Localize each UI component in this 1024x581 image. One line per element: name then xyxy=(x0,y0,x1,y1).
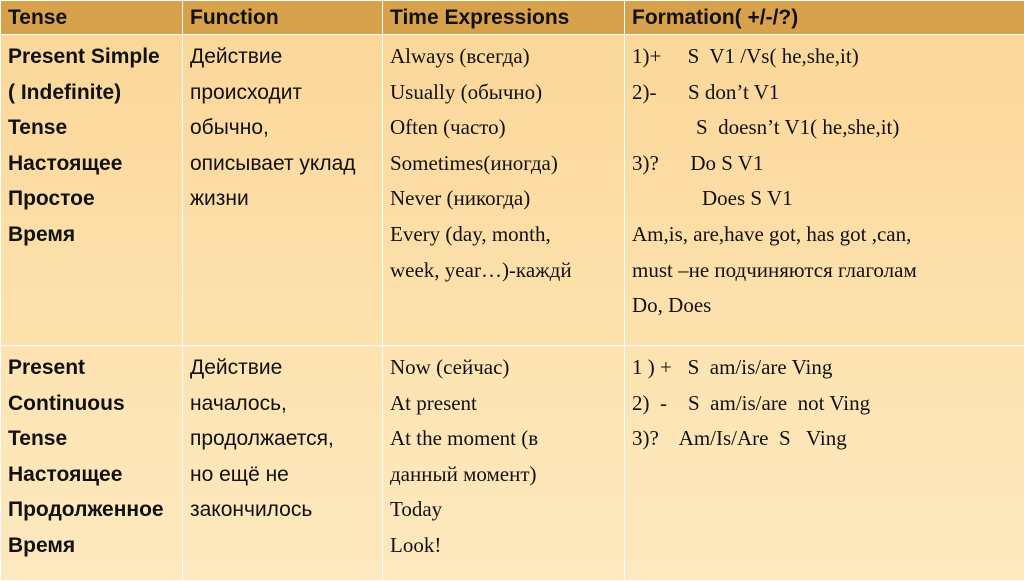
tense-line: Простое xyxy=(8,181,175,217)
time-expression: At present xyxy=(390,386,617,422)
formation-line: 1)+ S V1 /Vs( he,she,it) xyxy=(632,39,1017,75)
function-line: продолжается, xyxy=(190,421,375,457)
tense-line: Время xyxy=(8,528,175,564)
tense-line: Tense xyxy=(8,110,175,146)
formation-line: Do, Does xyxy=(632,288,1017,324)
formation-line: 1 ) + S am/is/are Ving xyxy=(632,350,1017,386)
formation-line: 2)- S don’t V1 xyxy=(632,75,1017,111)
tense-cell xyxy=(1,35,183,346)
time-expression: At the moment (в xyxy=(390,421,617,457)
function-line: описывает уклад xyxy=(190,146,375,182)
formation-line: S doesn’t V1( he,she,it) xyxy=(632,110,1017,146)
table-row-present-continuous xyxy=(1,346,1024,581)
formation-line: Does S V1 xyxy=(632,181,1017,217)
header-formation: Formation( +/-/?) xyxy=(625,1,1024,35)
header-time-expressions: Time Expressions xyxy=(383,1,625,35)
table-row-present-simple xyxy=(1,35,1024,346)
tense-line: Время xyxy=(8,217,175,253)
function-line: но ещё не xyxy=(190,457,375,493)
tense-cell xyxy=(1,346,183,581)
time-expression: Every (day, month, xyxy=(390,217,617,253)
tense-line: Tense xyxy=(8,421,175,457)
formation-line: 3)? Do S V1 xyxy=(632,146,1017,182)
function-cell xyxy=(183,35,383,346)
function-line: жизни xyxy=(190,181,375,217)
time-expressions-cell xyxy=(383,346,625,581)
tense-line: Continuous xyxy=(8,386,175,422)
time-expression: Now (сейчас) xyxy=(390,350,617,386)
header-function: Function xyxy=(183,1,383,35)
time-expression: данный момент) xyxy=(390,457,617,493)
time-expression: week, year…)-каждй xyxy=(390,253,617,289)
time-expression: Often (часто) xyxy=(390,110,617,146)
tense-line: Настоящее xyxy=(8,457,175,493)
tense-line: Present xyxy=(8,350,175,386)
time-expression: Look! xyxy=(390,528,617,564)
function-cell xyxy=(183,346,383,581)
formation-cell xyxy=(625,35,1024,346)
time-expression: Today xyxy=(390,492,617,528)
time-expression: Usually (обычно) xyxy=(390,75,617,111)
header-tense: Tense xyxy=(1,1,183,35)
time-expressions-cell xyxy=(383,35,625,346)
tense-line: ( Indefinite) xyxy=(8,75,175,111)
function-line: закончилось xyxy=(190,492,375,528)
function-line: Действие xyxy=(190,39,375,75)
function-line: происходит xyxy=(190,75,375,111)
tense-line: Настоящее xyxy=(8,146,175,182)
header-row xyxy=(1,1,1024,35)
function-line: Действие xyxy=(190,350,375,386)
formation-cell xyxy=(625,346,1024,581)
time-expression: Never (никогда) xyxy=(390,181,617,217)
formation-line: must –не подчиняются глаголам xyxy=(632,253,1017,289)
time-expression: Sometimes(иногда) xyxy=(390,146,617,182)
time-expression: Always (всегда) xyxy=(390,39,617,75)
tense-line: Продолженное xyxy=(8,492,175,528)
function-line: началось, xyxy=(190,386,375,422)
formation-line: 2) - S am/is/are not Ving xyxy=(632,386,1017,422)
formation-line: 3)? Am/Is/Are S Ving xyxy=(632,421,1017,457)
tense-line: Present Simple xyxy=(8,39,175,75)
formation-line: Am,is, are,have got, has got ,can, xyxy=(632,217,1017,253)
function-line: обычно, xyxy=(190,110,375,146)
